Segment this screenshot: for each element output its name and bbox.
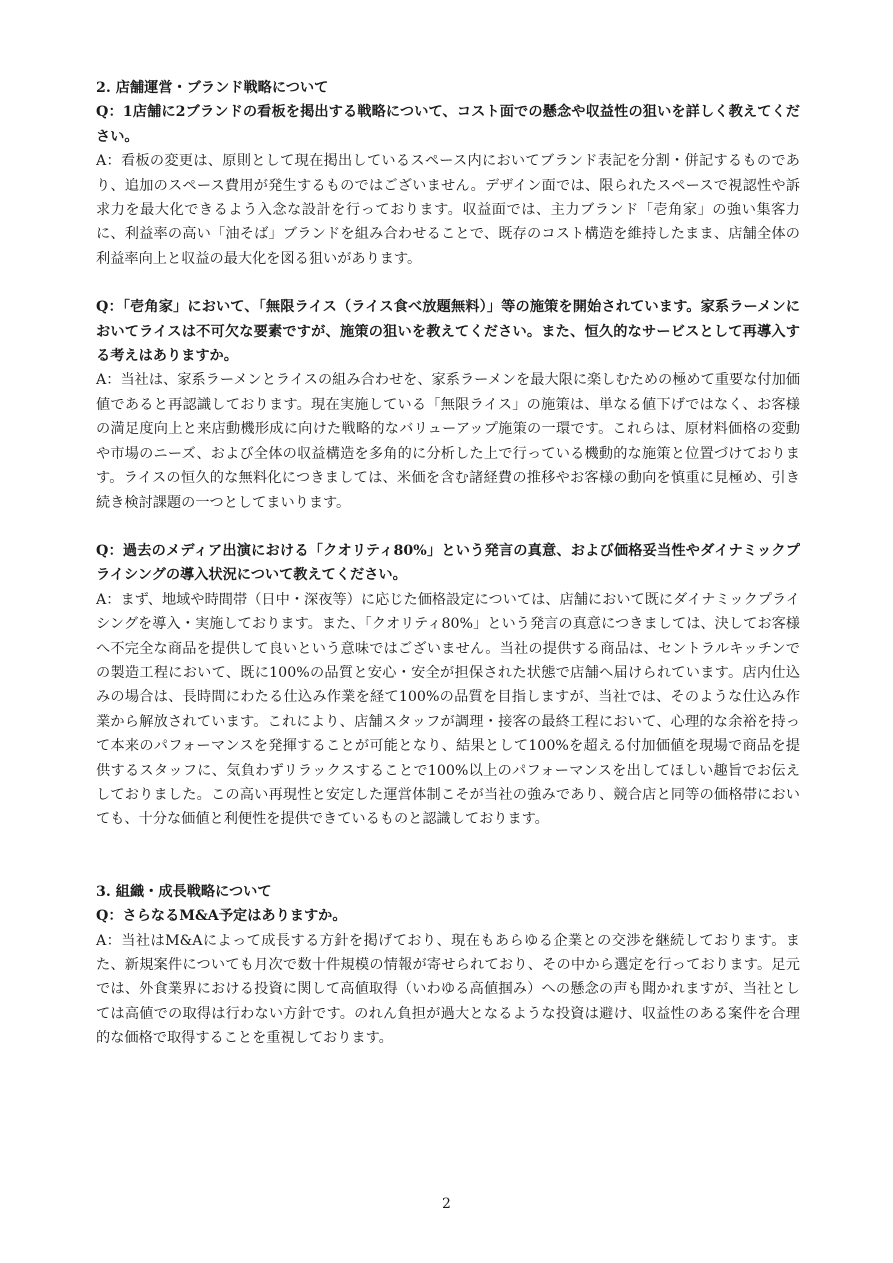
answer-signboard-strategy: A：看板の変更は、原則として現在掲出しているスペース内においてブランド表記を分割・併記するものであり、追加のスペース費用が発生するものではございません。デザイン面では、限られたスペースで視認性や訴求力を最大化できるよう入念な設計を行っております。収益面では、主力ブランド「壱角家」の強い集客力に、利益率の高い「油そば」ブランドを組み合わせることで、既存のコスト構造を維持したまま、店舗全体の利益率向上と収益の最大化を図る狙いがあります。 (96, 153, 800, 267)
question-quality-pricing: Q：過去のメディア出演における「クオリティ80%」という発言の真意、および価格妥当性やダイナミックプライシングの導入状況について教えてください。 (96, 542, 800, 584)
answer-ma-plans: A：当社はM&Aによって成長する方針を掲げており、現在もあらゆる企業との交渉を継続しております。また、新規案件についても月次で数十件規模の情報が寄せられており、その中から選定を行っております。足元では、外食業界における投資に関して高値取得（いわゆる高値掴み）への懸念の声も聞かれますが、当社としては高値での取得は行わない方針です。のれん負担が過大となるような投資は避け、収益性のある案件を合理的な価格で取得することを重視しております。 (96, 932, 800, 1047)
section-title-organization-growth: 3. 組織・成長戦略について (96, 883, 272, 900)
question-unlimited-rice: Q：「壱角家」において、「無限ライス（ライス食べ放題無料）」等の施策を開始されています。家系ラーメンにおいてライスは不可欠な要素ですが、施策の狙いを教えてください。また、恒久的なサービスとして再導入する考えはありますか。 (96, 299, 800, 365)
answer-unlimited-rice: A：当社は、家系ラーメンとライスの組み合わせを、家系ラーメンを最大限に楽しむための極めて重要な付加価値であると再認識しております。現在実施している「無限ライス」の施策は、単なる値下げではなく、お客様の満足度向上と来店動機形成に向けた戦略的なバリューアップ施策の一環です。これらは、原材料価格の変動や市場のニーズ、および全体の収益構造を多角的に分析した上で行っている機動的な施策と位置づけております。ライスの恒久的な無料化につきましては、米価を含む諸経費の推移やお客様の動向を慎重に見極め、引き続き検討課題の一つとしてまいります。 (96, 372, 800, 511)
answer-quality-pricing: A：まず、地域や時間帯（日中・深夜等）に応じた価格設定については、店舗において既にダイナミックプライシングを導入・実施しております。また、「クオリティ80%」という発言の真意につきましては、決してお客様へ不完全な商品を提供して良いという意味ではございません。当社の提供する商品は、セントラルキッチンでの製造工程において、既に100%の品質と安心・安全が担保された状態で店舗へ届けられています。店内仕込みの場合は、長時間にわたる仕込み作業を経て100%の品質を目指しますが、当社では、そのような仕込み作業から解放されています。これにより、店舗スタッフが調理・接客の最終工程において、心理的な余裕を持って本来のパフォーマンスを発揮することが可能となり、結果として100%を超える付加価値を現場で商品を提供するスタッフに、気負わずリラックスすることで100%以上のパフォーマンスを出してほしい趣旨でお伝えしておりました。この高い再現性と安定した運営体制こそが当社の強みであり、競合店と同等の価格帯においても、十分な価値と利便性を提供できているものと認識しております。 (96, 591, 800, 828)
section-title-store-brand: 2. 店舗運営・ブランド戦略について (96, 80, 329, 96)
question-signboard-strategy: Q：1店舗に2ブランドの看板を掲出する戦略について、コスト面での懸念や収益性の狙いを詳しく教えてください。 (96, 104, 800, 145)
question-ma-plans: Q：さらなるM&A予定はありますか。 (96, 908, 347, 925)
page-number: 2 (442, 1196, 451, 1212)
document-body (96, 76, 800, 1051)
